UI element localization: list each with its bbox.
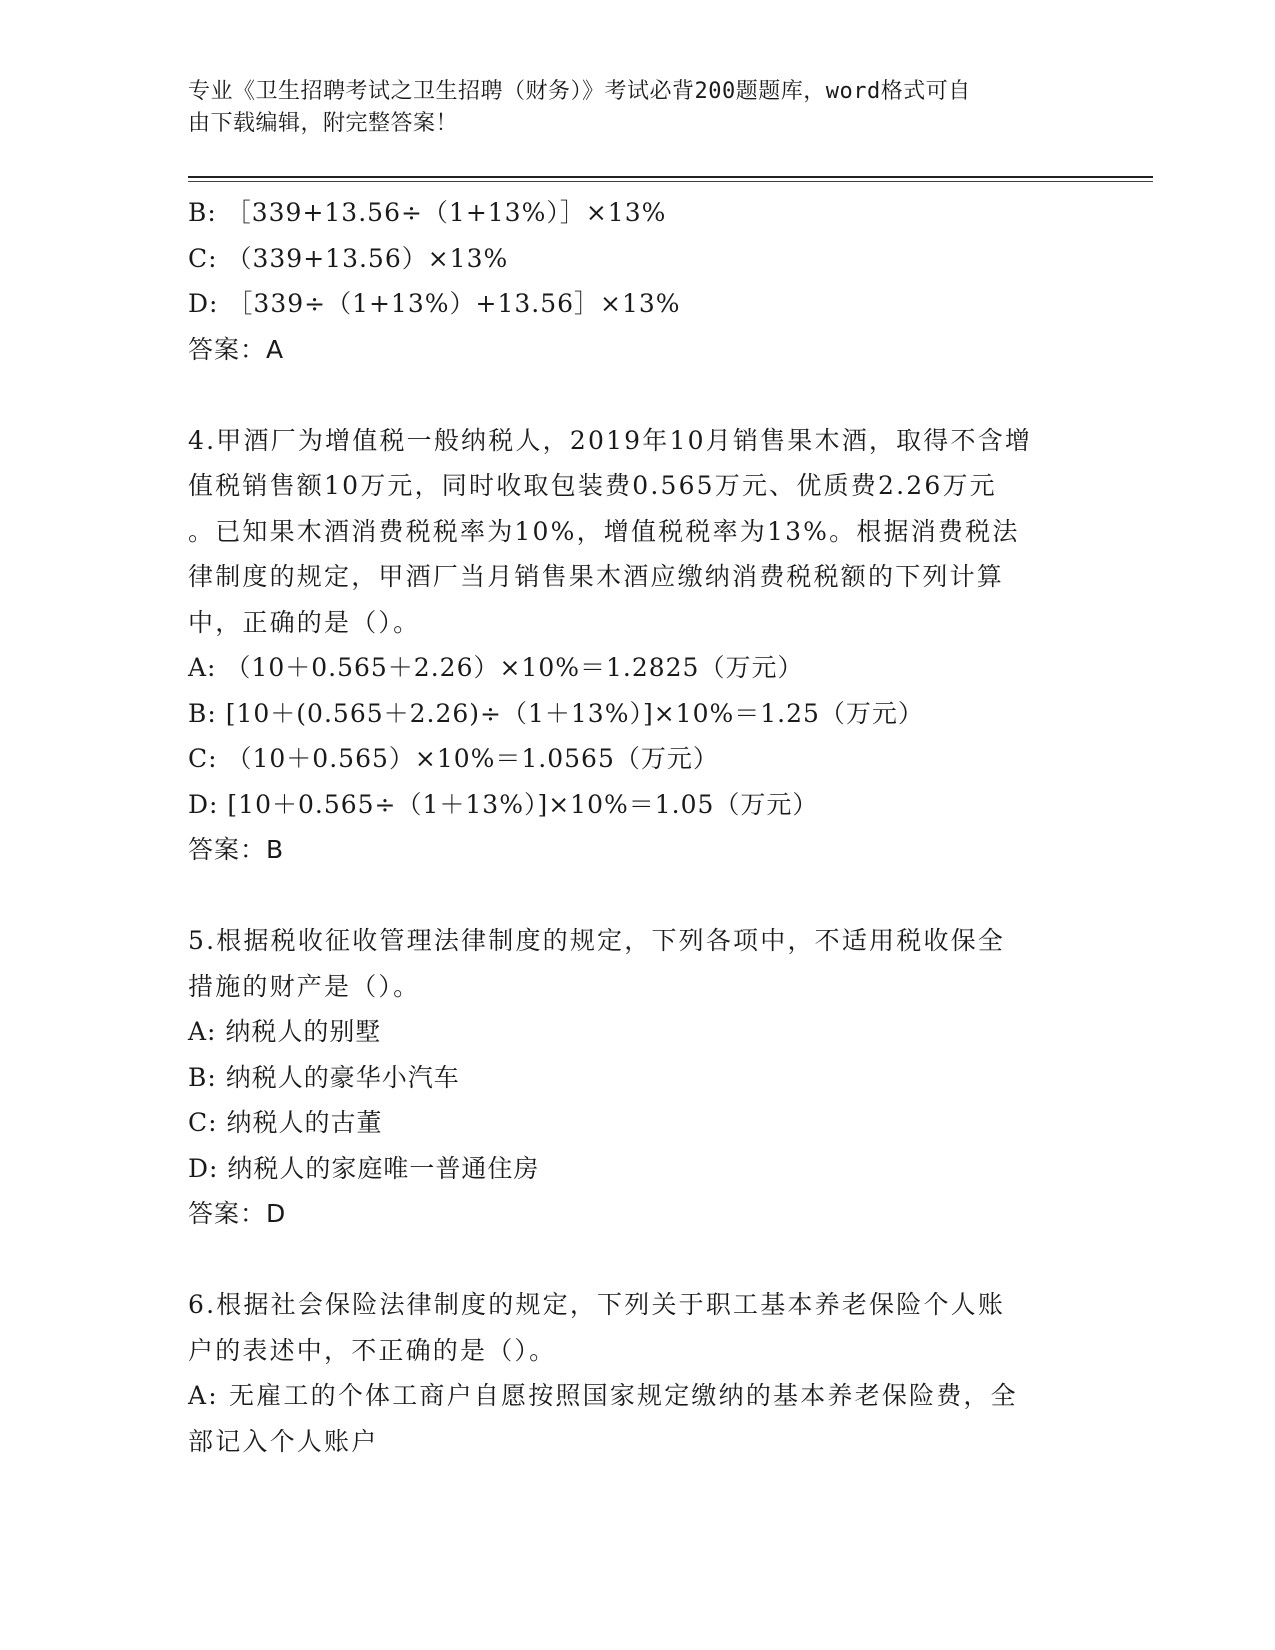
q5-stem-line-1: 5.根据税收征收管理法律制度的规定，下列各项中，不适用税收保全 — [188, 926, 1006, 955]
q4-stem-line-1: 4.甲酒厂为增值税一般纳税人，2019年10月销售果木酒，取得不含增 — [188, 425, 1033, 455]
q5-answer: 答案：D — [188, 1199, 287, 1228]
question-4 — [188, 418, 1088, 874]
header-rule-thick — [188, 176, 1153, 178]
q4-option-b: B: [10＋(0.565＋2.26)÷（1＋13%）]×10%＝1.25（万元） — [188, 698, 924, 728]
question-content — [188, 190, 1088, 1464]
q5-option-d: D: 纳税人的家庭唯一普通住房 — [188, 1153, 540, 1183]
q4-answer: 答案：B — [188, 835, 285, 864]
q5-option-a: A: 纳税人的别墅 — [188, 1017, 382, 1046]
q3-option-b: B: ［339+13.56÷（1+13%）］×13% — [188, 198, 667, 227]
q6-stem-line-1: 6.根据社会保险法律制度的规定，下列关于职工基本养老保险个人账 — [188, 1290, 1006, 1319]
question-5 — [188, 918, 1088, 1237]
question-3 — [188, 190, 1088, 373]
q6-option-a-line-1: A: 无雇工的个体工商户自愿按照国家规定缴纳的基本养老保险费，全 — [188, 1381, 1018, 1410]
q5-option-b: B: 纳税人的豪华小汽车 — [188, 1062, 460, 1092]
spacer — [188, 373, 1088, 418]
q5-option-c: C: 纳税人的古董 — [188, 1108, 383, 1137]
q4-stem-line-5: 中，正确的是（）。 — [188, 607, 421, 637]
q3-option-d: D: ［339÷（1+13%）+13.56］×13% — [188, 289, 681, 318]
q4-option-d: D: [10＋0.565÷（1＋13%）]×10%＝1.05（万元） — [188, 789, 819, 819]
header-rule-thin — [188, 181, 1153, 182]
q3-option-c: C: （339+13.56）×13% — [188, 243, 509, 273]
header-line-2: 由下载编辑，附完整答案！ — [188, 111, 459, 136]
spacer — [188, 1237, 1088, 1282]
document-header — [188, 76, 1088, 140]
q4-stem-line-4: 律制度的规定，甲酒厂当月销售果木酒应缴纳消费税税额的下列计算 — [188, 562, 1005, 591]
q4-stem-line-2: 值税销售额10万元，同时收取包装费0.565万元、优质费2.26万元 — [188, 471, 997, 500]
q4-option-c: C: （10＋0.565）×10%＝1.0565（万元） — [188, 744, 719, 773]
q6-stem-line-2: 户的表述中，不正确的是（）。 — [188, 1335, 557, 1365]
question-6 — [188, 1282, 1088, 1464]
q6-option-a-line-2: 部记入个人账户 — [188, 1426, 379, 1456]
q4-stem-line-3: 。已知果木酒消费税税率为10%，增值税税率为13%。根据消费税法 — [188, 516, 1020, 546]
q4-option-a: A: （10＋0.565＋2.26）×10%＝1.2825（万元） — [188, 653, 804, 682]
q3-answer: 答案：A — [188, 334, 285, 364]
q5-stem-line-2: 措施的财产是（）。 — [188, 971, 421, 1001]
header-line-1: 专业《卫生招聘考试之卫生招聘（财务）》考试必背200题题库，word格式可自 — [188, 79, 971, 104]
spacer — [188, 873, 1088, 918]
